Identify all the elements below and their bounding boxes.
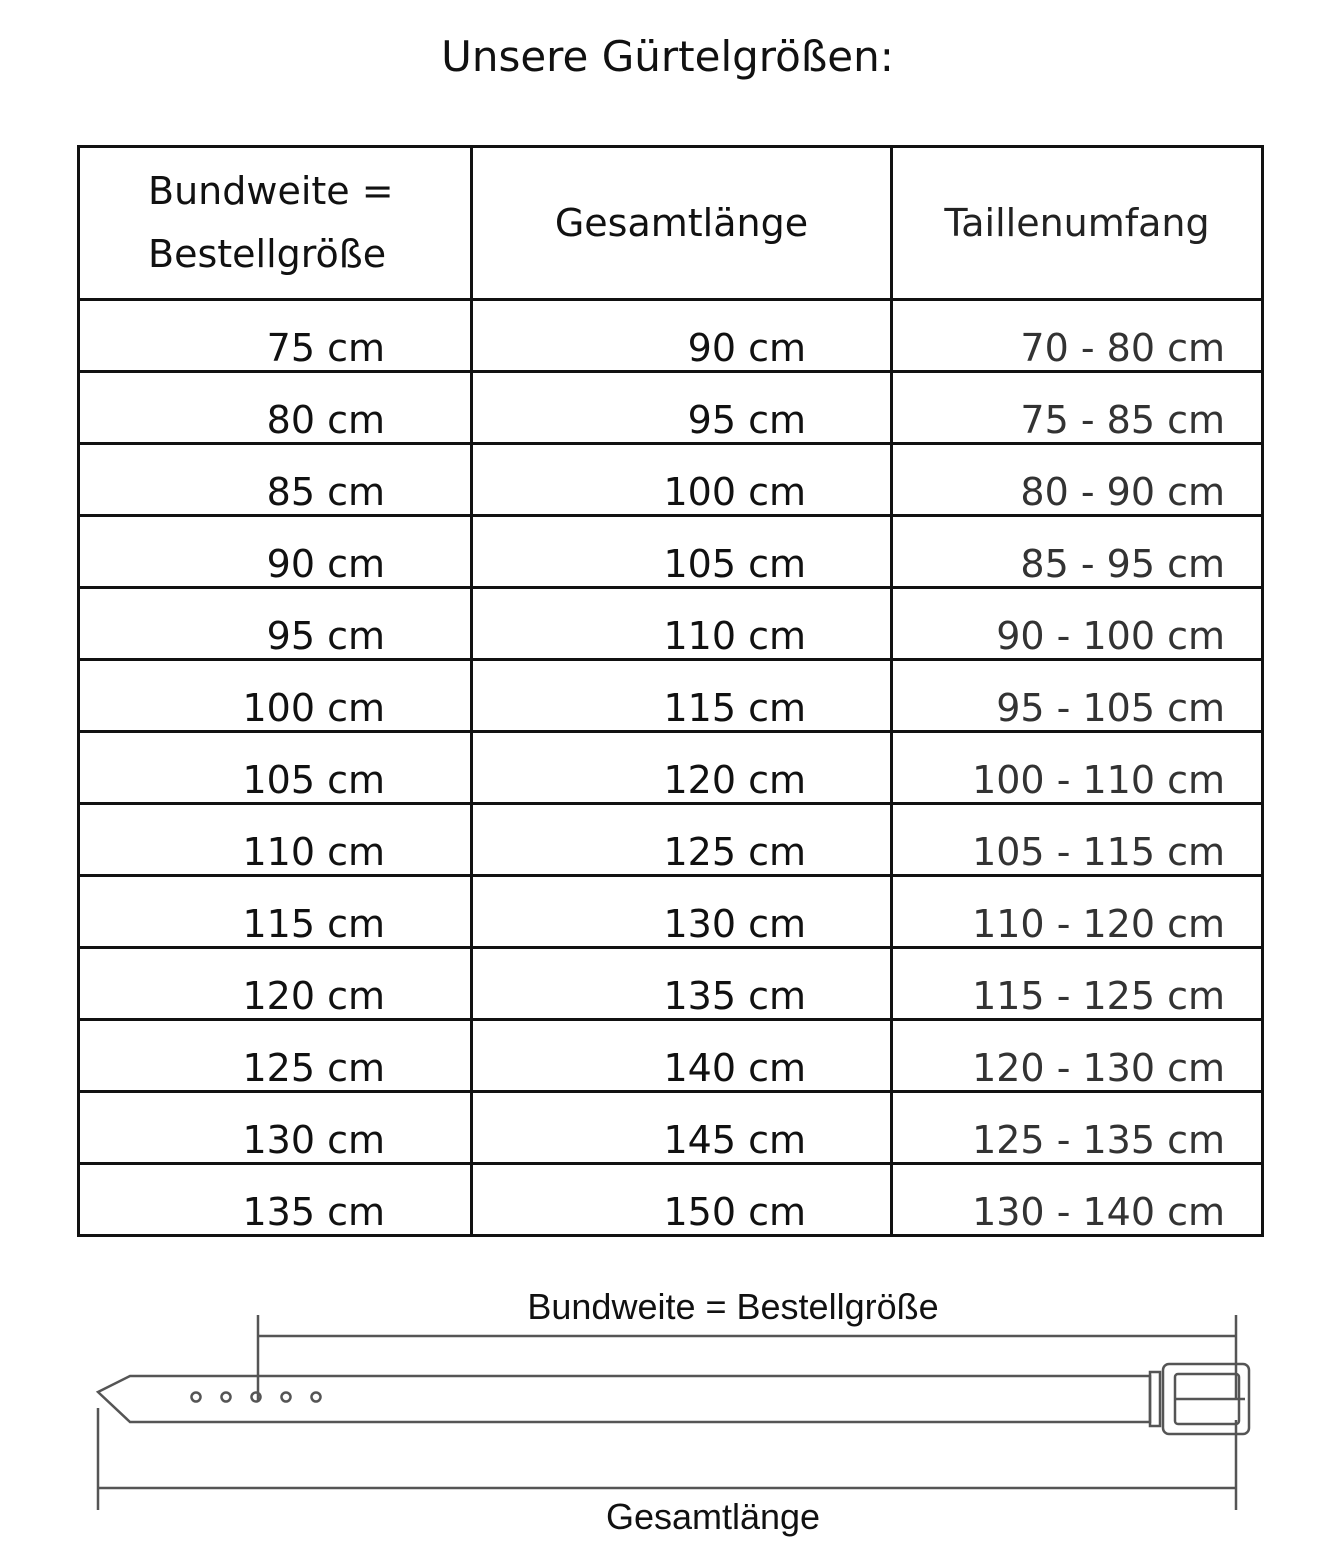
cell-gesamtlaenge-text: 130 cm [663,902,806,946]
cell-taillenumfang [892,660,1263,732]
cell-bundweite-text: 95 cm [266,614,385,658]
cell-taillenumfang-text: 115 - 125 cm [972,974,1225,1018]
cell-bundweite-text: 80 cm [266,398,385,442]
cell-bundweite-text: 120 cm [242,974,385,1018]
table-row [79,804,1263,876]
cell-bundweite [79,732,472,804]
cell-bundweite [79,516,472,588]
cell-taillenumfang-text: 85 - 95 cm [1020,542,1225,586]
cell-bundweite [79,1020,472,1092]
cell-bundweite-text: 125 cm [242,1046,385,1090]
cell-gesamtlaenge-text: 145 cm [663,1118,806,1162]
cell-taillenumfang-text: 90 - 100 cm [996,614,1225,658]
table-row [79,372,1263,444]
cell-taillenumfang [892,372,1263,444]
cell-bundweite [79,804,472,876]
belt-hole [222,1393,231,1402]
belt-diagram [0,1270,1335,1561]
cell-taillenumfang [892,948,1263,1020]
cell-taillenumfang [892,588,1263,660]
cell-gesamtlaenge [472,588,892,660]
diagram-bottom-label: Gesamtlänge [605,1496,821,1537]
size-table [77,145,1264,1237]
cell-gesamtlaenge-text: 110 cm [663,614,806,658]
cell-bundweite [79,876,472,948]
cell-taillenumfang-text: 120 - 130 cm [972,1046,1225,1090]
cell-bundweite-text: 110 cm [242,830,385,874]
cell-taillenumfang [892,804,1263,876]
header-gesamtlaenge: Gesamtlänge [472,147,892,300]
cell-taillenumfang [892,1164,1263,1236]
cell-bundweite-text: 90 cm [266,542,385,586]
cell-bundweite [79,444,472,516]
belt-hole [312,1393,321,1402]
cell-bundweite-text: 75 cm [266,326,385,370]
cell-taillenumfang [892,516,1263,588]
cell-bundweite-text: 100 cm [242,686,385,730]
cell-gesamtlaenge [472,948,892,1020]
diagram-top-label: Bundweite = Bestellgröße [527,1286,939,1327]
table-row [79,588,1263,660]
cell-bundweite [79,948,472,1020]
table-row [79,1020,1263,1092]
table-body [79,300,1263,1236]
header-taillenumfang: Taillenumfang [892,147,1263,300]
cell-gesamtlaenge-text: 150 cm [663,1190,806,1234]
cell-gesamtlaenge-text: 90 cm [687,326,806,370]
cell-bundweite [79,660,472,732]
cell-gesamtlaenge [472,516,892,588]
cell-bundweite [79,1092,472,1164]
cell-taillenumfang-text: 70 - 80 cm [1020,326,1225,370]
cell-gesamtlaenge [472,660,892,732]
cell-taillenumfang-text: 105 - 115 cm [972,830,1225,874]
cell-gesamtlaenge-text: 115 cm [663,686,806,730]
table-row [79,444,1263,516]
cell-bundweite-text: 115 cm [242,902,385,946]
table-header-row [79,147,1263,300]
belt-keeper [1150,1372,1160,1426]
belt-strap [98,1376,1150,1422]
table-row [79,948,1263,1020]
cell-taillenumfang-text: 110 - 120 cm [972,902,1225,946]
table-row [79,732,1263,804]
cell-gesamtlaenge [472,372,892,444]
table-row [79,516,1263,588]
cell-gesamtlaenge [472,876,892,948]
cell-bundweite-text: 130 cm [242,1118,385,1162]
table-row [79,660,1263,732]
header-bundweite [79,147,472,300]
cell-taillenumfang-text: 100 - 110 cm [972,758,1225,802]
cell-gesamtlaenge [472,1164,892,1236]
cell-taillenumfang-text: 80 - 90 cm [1020,470,1225,514]
page-title: Unsere Gürtelgrößen: [441,32,894,81]
cell-bundweite-text: 135 cm [242,1190,385,1234]
cell-gesamtlaenge-text: 105 cm [663,542,806,586]
cell-gesamtlaenge [472,804,892,876]
cell-gesamtlaenge [472,444,892,516]
cell-bundweite [79,1164,472,1236]
cell-gesamtlaenge [472,300,892,372]
belt-hole [282,1393,291,1402]
cell-gesamtlaenge-text: 135 cm [663,974,806,1018]
cell-gesamtlaenge-text: 120 cm [663,758,806,802]
cell-bundweite [79,372,472,444]
cell-taillenumfang-text: 95 - 105 cm [996,686,1225,730]
table-row [79,876,1263,948]
header-bundweite-line2: Bestellgröße [148,232,387,276]
cell-bundweite-text: 105 cm [242,758,385,802]
table-row [79,300,1263,372]
cell-gesamtlaenge-text: 140 cm [663,1046,806,1090]
cell-taillenumfang [892,300,1263,372]
cell-gesamtlaenge-text: 95 cm [687,398,806,442]
cell-gesamtlaenge-text: 100 cm [663,470,806,514]
header-bundweite-line1: Bundweite = [148,169,394,213]
cell-taillenumfang-text: 130 - 140 cm [972,1190,1225,1234]
cell-gesamtlaenge [472,1020,892,1092]
table-row [79,1092,1263,1164]
cell-taillenumfang-text: 75 - 85 cm [1020,398,1225,442]
cell-gesamtlaenge [472,732,892,804]
cell-taillenumfang [892,1020,1263,1092]
cell-taillenumfang [892,876,1263,948]
cell-taillenumfang [892,732,1263,804]
belt-hole [192,1393,201,1402]
cell-bundweite-text: 85 cm [266,470,385,514]
cell-taillenumfang [892,444,1263,516]
cell-bundweite [79,300,472,372]
table-row [79,1164,1263,1236]
cell-taillenumfang [892,1092,1263,1164]
cell-taillenumfang-text: 125 - 135 cm [972,1118,1225,1162]
cell-bundweite [79,588,472,660]
cell-gesamtlaenge-text: 125 cm [663,830,806,874]
cell-gesamtlaenge [472,1092,892,1164]
